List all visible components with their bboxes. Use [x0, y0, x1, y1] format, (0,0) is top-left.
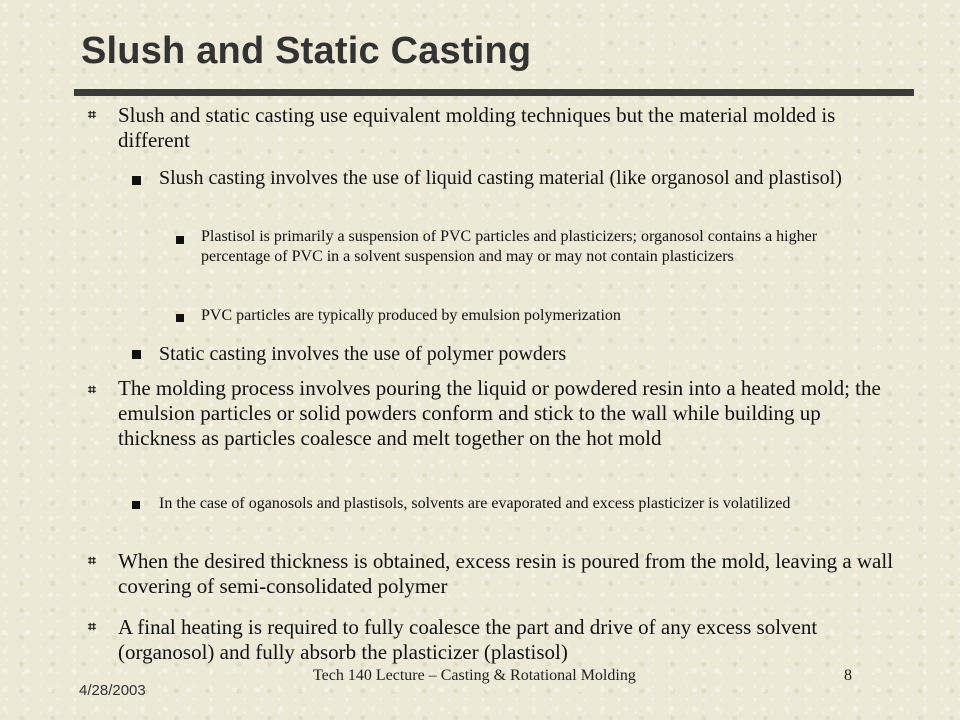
bullet-level3: Plastisol is primarily a suspension of PVC particles and plasticizers; organosol contains a higher percentage of PVC in a solvent suspension and may or may not contain plasticizers: [201, 228, 818, 265]
bullet-level2: Static casting involves the use of polymer powders: [159, 343, 567, 365]
footer-course-title: Tech 140 Lecture – Casting & Rotational Molding: [313, 667, 636, 684]
square-bullet-icon: [132, 176, 141, 185]
bullet-level1: Slush and static casting use equivalent molding techniques but the material molded is different: [118, 103, 836, 152]
bullet-level1: A final heating is required to fully coalesce the part and drive of any excess solvent (organosol) and fully absorb the plasticizer (plastisol): [118, 615, 818, 664]
bullet-level1: When the desired thickness is obtained, excess resin is poured from the mold, leaving a wall covering of semi-consolidated polymer: [118, 549, 894, 598]
slide-title: Slush and Static Casting: [81, 30, 532, 72]
bullet-level2: Slush casting involves the use of liquid casting material (like organosol and plastisol): [159, 167, 842, 189]
hash-bullet-icon: ⌗: [88, 553, 96, 569]
hash-bullet-icon: ⌗: [88, 107, 96, 123]
hash-bullet-icon: ⌗: [88, 382, 96, 398]
small-square-bullet-icon: [176, 314, 184, 322]
page-number: 8: [844, 667, 852, 684]
bullet-level2: In the case of oganosols and plastisols, solvents are evaporated and excess plasticizer is volatilized: [159, 495, 791, 512]
bullet-level1: The molding process involves pouring the liquid or powdered resin into a heated mold; the emulsion particles or solid powders conform and stick to the wall while building up thickness as particles coalesce and melt together on the hot mold: [118, 376, 881, 450]
footer-date: 4/28/2003: [79, 682, 146, 699]
title-divider: [74, 89, 914, 96]
small-square-bullet-icon: [132, 501, 140, 509]
square-bullet-icon: [132, 350, 141, 359]
hash-bullet-icon: ⌗: [88, 619, 96, 635]
small-square-bullet-icon: [176, 236, 184, 244]
bullet-level3: PVC particles are typically produced by emulsion polymerization: [201, 307, 621, 324]
